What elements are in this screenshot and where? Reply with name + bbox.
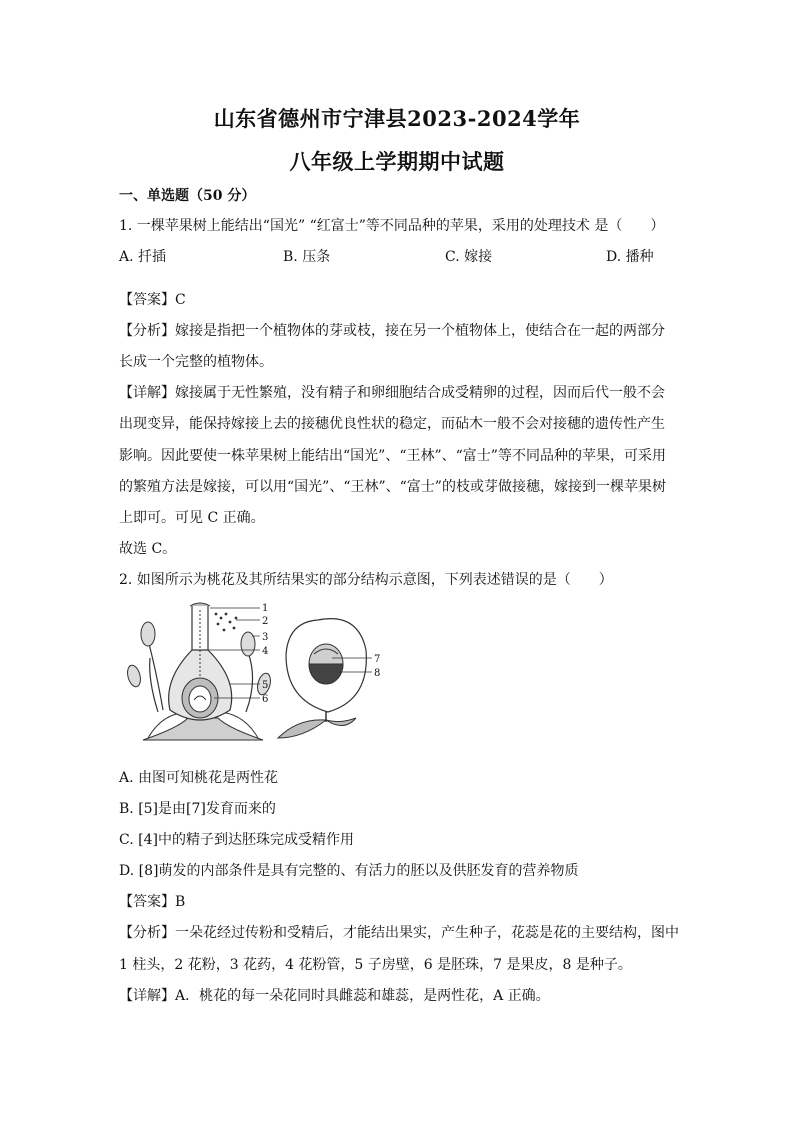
q1-option-a: A. 扦插 — [119, 249, 167, 265]
q2-analysis-line-2: 1 柱头，2 花粉，3 花药，4 花粉管，5 子房壁，6 是胚珠，7 是果皮，8 是种子。 — [119, 957, 632, 973]
question-2-stem: 2. 如图所示为桃花及其所结果实的部分结构示意图，下列表述错误的是（ ） — [119, 572, 613, 588]
document-subtitle: 八年级上学期期中试题 — [289, 149, 505, 174]
figure-label-1: 1 — [262, 603, 269, 614]
figure-label-5: 5 — [262, 680, 269, 691]
figure-label-7: 7 — [374, 654, 381, 665]
document-title: 山东省德州市宁津县2023-2024学年 — [213, 106, 581, 131]
q1-analysis-line-1: 【分析】嫁接是指把一个植物体的芽或枝，接在另一个植物体上，使结合在一起的两部分 — [119, 323, 665, 339]
q1-option-c: C. 嫁接 — [445, 249, 493, 265]
q2-option-a: A. 由图可知桃花是两性花 — [119, 770, 279, 786]
q1-analysis-line-2: 长成一个完整的植物体。 — [119, 354, 273, 370]
q1-detail-line-4: 的繁殖方法是嫁接，可以用“国光”、“王林”、“富士”的枝或芽做接穗，嫁接到一棵苹果树 — [119, 479, 666, 495]
q1-option-d: D. 播种 — [606, 249, 654, 265]
q2-option-d: D. [8]萌发的内部条件是具有完整的、有活力的胚以及供胚发育的营养物质 — [119, 863, 579, 879]
figure-label-8: 8 — [374, 668, 381, 679]
q1-detail-line-1: 【详解】嫁接属于无性繁殖，没有精子和卵细胞结合成受精卵的过程，因而后代一般不会 — [119, 385, 665, 401]
q2-analysis-line-1: 【分析】一朵花经过传粉和受精后，才能结出果实，产生种子，花蕊是花的主要结构，图中 — [119, 925, 679, 941]
q2-detail-line-1: 【详解】A．桃花的每一朵花同时具雌蕊和雄蕊，是两性花，A 正确。 — [119, 988, 550, 1004]
q1-conclusion: 故选 C。 — [119, 541, 177, 557]
figure-label-3: 3 — [262, 632, 269, 643]
question-1-stem: 1. 一棵苹果树上能结出“国光” “红富士”等不同品种的苹果，采用的处理技术 是（ ） — [119, 218, 665, 234]
q1-answer: 【答案】C — [119, 292, 186, 308]
q1-detail-line-3: 影响。因此要使一株苹果树上能结出“国光”、“王林”、“富士”等不同品种的苹果，可采用 — [119, 448, 666, 464]
q2-answer: 【答案】B — [119, 894, 186, 910]
section-heading: 一、单选题（50 分） — [119, 188, 256, 204]
q1-detail-line-2: 出现变异，能保持嫁接上去的接穗优良性状的稳定，而砧木一般不会对接穗的遗传性产生 — [119, 416, 665, 432]
peach-flower-fruit-diagram — [118, 600, 398, 750]
figure-label-4: 4 — [262, 646, 269, 657]
figure-label-2: 2 — [262, 616, 269, 627]
figure-label-6: 6 — [262, 694, 269, 705]
q1-detail-line-5: 上即可。可见 C 正确。 — [119, 510, 265, 526]
q2-option-b: B. [5]是由[7]发育而来的 — [119, 801, 276, 817]
q2-option-c: C. [4]中的精子到达胚珠完成受精作用 — [119, 832, 354, 848]
q1-option-b: B. 压条 — [283, 249, 331, 265]
